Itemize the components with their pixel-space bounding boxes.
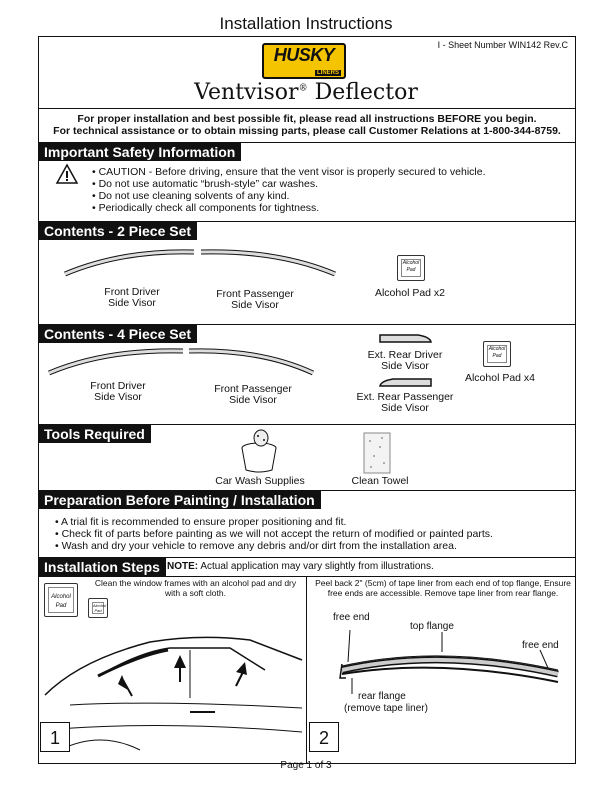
list-item: • Wash and dry your vehicle to remove any debris and/or dirt from the installation area. [55,540,493,552]
label-line: Side Visor [94,391,142,403]
bucket-icon [238,428,280,474]
rear-driver-visor-image [378,331,433,345]
note-text: Actual application may vary slightly from illustrations. [200,561,434,572]
pad-text: Pad [406,267,416,273]
divider [38,576,576,577]
car-illustration [40,620,304,762]
label-line: Side Visor [381,360,429,372]
section-heading-steps: Installation Steps [38,558,166,576]
section-heading-contents-4: Contents - 4 Piece Set [38,325,197,343]
alcohol-pad-label: Alcohol Pad x4 [464,372,536,384]
section-heading-contents-2: Contents - 2 Piece Set [38,222,197,240]
intro-line: For technical assistance or to obtain missing parts, please call Customer Relations at 1-800-344-8759. [53,125,561,137]
step-1-number: 1 [40,722,70,752]
label-line: Front Driver [104,286,160,298]
product-type: Deflector [314,80,418,105]
pad-text: Alcohol [488,346,506,352]
husky-liners-logo [262,43,346,79]
list-item: • A trial fit is recommended to ensure proper positioning and fit. [55,516,493,528]
list-item: • Do not use cleaning solvents of any kind. [92,190,486,202]
rear-passenger-label [345,392,465,414]
prep-list [55,516,493,552]
steps-note [167,561,434,572]
divider [38,108,576,109]
list-item: • Do not use automatic “brush-style” car washes. [92,178,486,190]
alcohol-pad-icon [44,583,78,617]
page-number: Page 1 of 3 [280,760,332,771]
section-heading-prep: Preparation Before Painting / Installation [38,491,321,509]
list-item: • CAUTION - Before driving, ensure that the vent visor is properly secured to vehicle. [92,166,486,178]
label-line: Side Visor [381,402,429,414]
product-name: Ventvisor [194,80,299,105]
pad-text: Alcohol [51,594,71,600]
front-driver-visor-image [46,345,186,377]
front-passenger-visor-image [186,345,316,377]
label-line: Side Visor [231,299,279,311]
front-passenger-visor-image [198,246,338,278]
intro-line: For proper installation and best possible fit, please read all instructions BEFORE you begin. [77,113,537,125]
pad-text: Pad [492,353,502,359]
section-heading-safety: Important Safety Information [38,143,241,161]
product-title [0,80,612,105]
front-driver-label [72,287,192,309]
document-title: Installation Instructions [219,14,393,33]
pad-text: Pad [55,603,67,609]
label-line: Ext. Rear Passenger [356,391,454,403]
label-rear-flange: rear flange [358,691,406,702]
rear-driver-label [350,350,460,372]
logo-subtext: LINERS [316,70,339,76]
visor-flange-illustration [310,622,572,694]
step-2-number: 2 [309,722,339,752]
pad-text: Pad [94,608,102,613]
front-driver-label [58,381,178,403]
intro-text [38,113,576,137]
sheet-number: I - Sheet Number WIN142 Rev.C [437,40,568,50]
step-2-text: Peel back 2" (5cm) of tape liner from each end of top flange, Ensure free ends are accessible. Remove tape liner from rear flange. [315,578,571,598]
label-line: Front Driver [90,380,146,392]
alcohol-pad-icon [483,341,511,367]
label-free-end-right: free end [522,640,559,651]
tool-label: Car Wash Supplies [215,475,305,487]
pad-text: Alcohol [93,603,107,608]
tool-label: Clean Towel [351,475,409,487]
warning-icon [55,163,79,185]
list-item: • Periodically check all components for tightness. [92,202,486,214]
label-remove-tape: (remove tape liner) [344,703,428,714]
rear-passenger-visor-image [378,375,433,389]
alcohol-pad-icon [397,255,425,281]
alcohol-pad-icon [88,598,108,618]
towel-icon [362,431,392,475]
pad-text: Alcohol [402,260,420,266]
front-driver-visor-image [62,246,197,278]
front-passenger-label [195,289,315,311]
registered-mark: ® [298,83,308,94]
front-passenger-label [193,384,313,406]
alcohol-pad-label: Alcohol Pad x2 [374,287,446,299]
label-line: Front Passenger [214,383,292,395]
label-line: Side Visor [108,297,156,309]
label-top-flange: top flange [410,621,454,632]
safety-list [92,166,486,214]
label-line: Front Passenger [216,288,294,300]
logo-text: HUSKY [273,45,335,65]
section-heading-tools: Tools Required [38,425,151,443]
label-line: Side Visor [229,394,277,406]
step-1-text: Clean the window frames with an alcohol pad and dry with a soft cloth. [94,578,297,598]
label-line: Ext. Rear Driver [367,349,443,361]
list-item: • Check fit of parts before painting as we will not accept the return of modified or painted parts. [55,528,493,540]
divider [306,576,307,764]
label-free-end-left: free end [333,612,370,623]
note-label: NOTE: [167,561,199,572]
